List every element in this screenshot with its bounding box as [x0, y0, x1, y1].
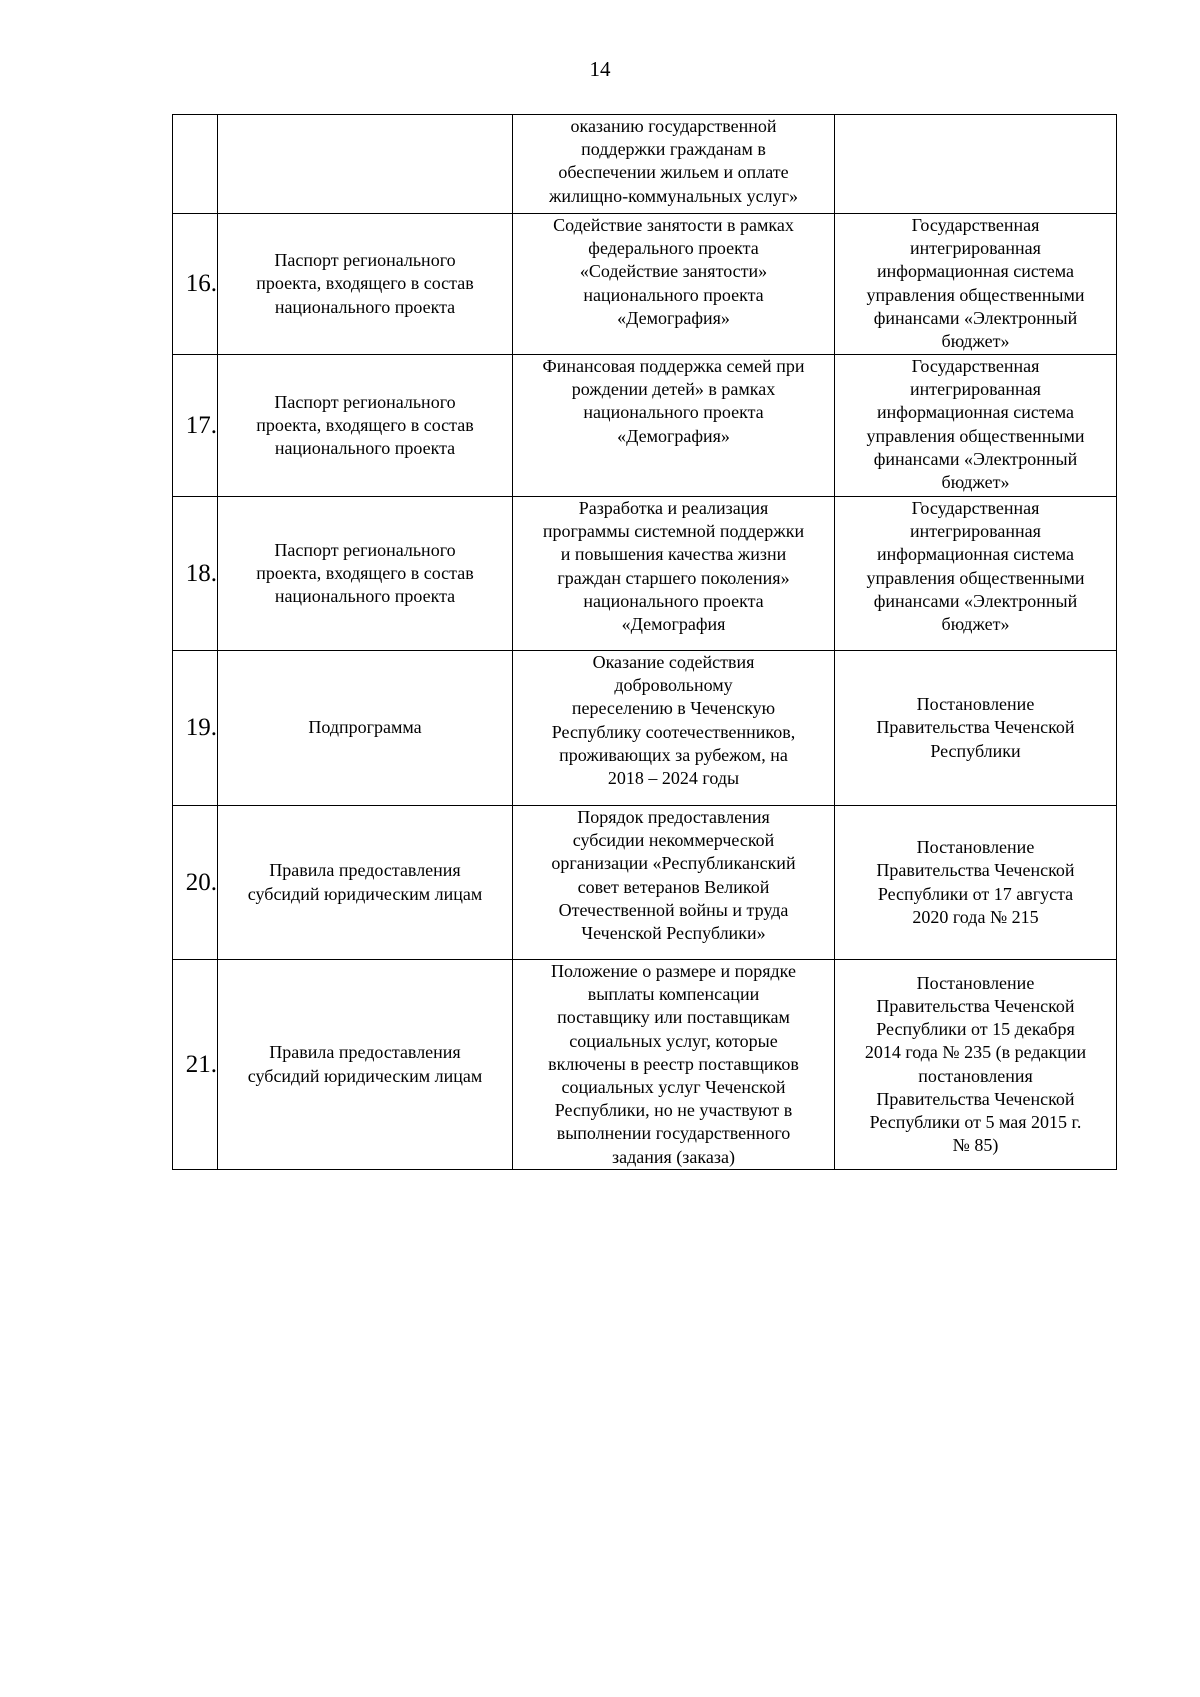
document-basis-cell	[835, 497, 1117, 651]
document-type: Подпрограмма	[308, 717, 422, 738]
document-type-cell	[218, 355, 513, 497]
document-type-cell	[218, 214, 513, 355]
document-type: Правила предоставления субсидий юридическим лицам	[247, 1042, 483, 1086]
row-number-cell	[173, 960, 218, 1170]
document-name: Финансовая поддержка семей при рождении детей» в рамках национального проекта «Демография»	[542, 356, 805, 446]
row-number-cell	[173, 355, 218, 497]
table-row	[173, 960, 1117, 1170]
table-row	[173, 355, 1117, 497]
document-type: Правила предоставления субсидий юридическим лицам	[247, 860, 483, 904]
document-name-cell	[513, 497, 835, 651]
document-name-cell	[513, 355, 835, 497]
document-name: Разработка и реализация программы системной поддержки и повышения качества жизни граждан старшего поколения» национального проекта «Демография	[542, 498, 805, 635]
document-type-cell	[218, 806, 513, 960]
document-name-cell	[513, 806, 835, 960]
document-name-cell	[513, 115, 835, 214]
row-number: 21.	[185, 1050, 217, 1078]
document-name-cell	[513, 960, 835, 1170]
document-name-cell	[513, 214, 835, 355]
document-basis-cell	[835, 960, 1117, 1170]
document-type-cell	[218, 960, 513, 1170]
document-type-cell	[218, 651, 513, 806]
document-table	[172, 114, 1117, 1170]
row-number-cell	[173, 115, 218, 214]
document-type: Паспорт регионального проекта, входящего в состав национального проекта	[256, 250, 474, 317]
document-type: Паспорт регионального проекта, входящего в состав национального проекта	[256, 539, 474, 607]
document-basis: Постановление Правительства Чеченской Республики от 15 декабря 2014 года № 235 (в редакции постановления Правительства Чеченской Республики от 5 мая 2015 г. № 85)	[864, 972, 1087, 1156]
table-row	[173, 497, 1117, 651]
row-number: 18.	[185, 559, 217, 587]
row-number: 17.	[185, 411, 217, 439]
document-type: Паспорт регионального проекта, входящего в состав национального проекта	[256, 391, 474, 459]
document-name-cell	[513, 651, 835, 806]
document-type-cell	[218, 115, 513, 214]
table-row	[173, 806, 1117, 960]
document-type-cell	[218, 497, 513, 651]
document-name: Порядок предоставления субсидии некоммерческой организации «Республиканский совет ветеранов Великой Отечественной войны и труда Чеченской Республики»	[551, 807, 796, 944]
document-basis: Государственная интегрированная информационная система управления общественными финансами «Электронный бюджет»	[866, 356, 1085, 493]
document-basis-cell	[835, 651, 1117, 806]
row-number: 19.	[185, 714, 217, 742]
table-row	[173, 214, 1117, 355]
document-basis: Постановление Правительства Чеченской Республики от 17 августа 2020 года № 215	[876, 837, 1075, 927]
document-basis: Государственная интегрированная информационная система управления общественными финансами «Электронный бюджет»	[866, 498, 1085, 635]
document-basis-cell	[835, 806, 1117, 960]
table-row	[173, 651, 1117, 806]
document-name: Оказание содействия добровольному переселению в Чеченскую Республику соотечественников, проживающих за рубежом, на 2018 – 2024 годы	[551, 652, 796, 789]
row-number-cell	[173, 497, 218, 651]
document-basis-cell	[835, 115, 1117, 214]
document-name: Положение о размере и порядке выплаты компенсации поставщику или поставщикам социальных услуг, которые включены в реестр поставщиков социальных услуг Чеченской Республики, но не участвуют в выполнении государственного задания (заказа)	[548, 961, 799, 1167]
page-number: 14	[589, 57, 611, 81]
table-row	[173, 115, 1117, 214]
document-basis-cell	[835, 214, 1117, 355]
document-name: Содействие занятости в рамках федерального проекта «Содействие занятости» национального проекта «Демография»	[553, 215, 794, 328]
row-number: 20.	[185, 868, 217, 896]
document-basis: Постановление Правительства Чеченской Республики	[876, 694, 1075, 761]
row-number-cell	[173, 806, 218, 960]
document-name: оказанию государственной поддержки гражданам в обеспечении жильем и оплате жилищно-коммунальных услуг»	[549, 116, 798, 206]
document-basis-cell	[835, 355, 1117, 497]
row-number: 16.	[185, 270, 217, 298]
row-number-cell	[173, 214, 218, 355]
row-number-cell	[173, 651, 218, 806]
document-basis: Государственная интегрированная информационная система управления общественными финансами «Электронный бюджет»	[866, 215, 1085, 352]
